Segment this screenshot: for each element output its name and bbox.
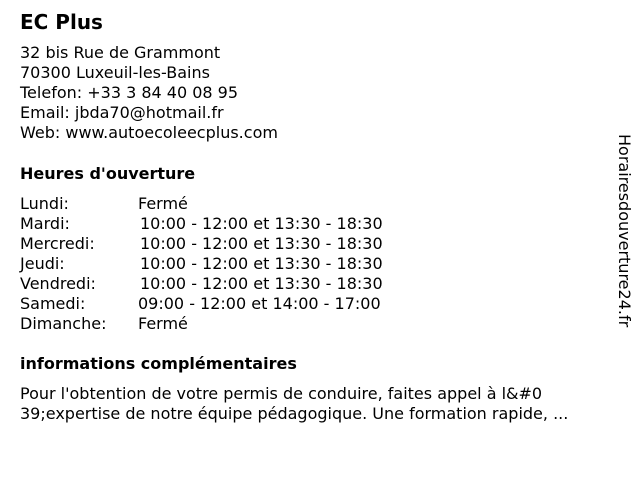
street-address: 32 bis Rue de Grammont: [20, 43, 221, 62]
contact-details: [20, 43, 278, 143]
business-name: EC Plus: [20, 10, 103, 34]
hours-time: Fermé: [138, 314, 188, 333]
additional-info-line-2: 39;expertise de notre équipe pédagogique. Une formation rapide, ...: [20, 404, 569, 423]
hours-day: Lundi:: [20, 194, 69, 213]
hours-time: 10:00 - 12:00 et 13:30 - 18:30: [140, 254, 383, 273]
website-address: Web: www.autoecoleecplus.com: [20, 123, 278, 142]
additional-info-line-1: Pour l'obtention de votre permis de conduire, faites appel à l&#0: [20, 384, 543, 403]
site-watermark: Horairesdouverture24.fr: [615, 134, 634, 328]
email-address: Email: jbda70@hotmail.fr: [20, 103, 224, 122]
additional-info-heading: informations complémentaires: [20, 354, 297, 373]
hours-day: Mercredi:: [20, 234, 95, 253]
hours-time: Fermé: [138, 194, 188, 213]
opening-hours-heading: Heures d'ouverture: [20, 164, 196, 183]
city-address: 70300 Luxeuil-les-Bains: [20, 63, 210, 82]
hours-time: 10:00 - 12:00 et 13:30 - 18:30: [140, 214, 383, 233]
hours-day: Dimanche:: [20, 314, 107, 333]
hours-day: Vendredi:: [20, 274, 96, 293]
hours-day: Mardi:: [20, 214, 70, 233]
phone-number: Telefon: +33 3 84 40 08 95: [20, 83, 239, 102]
hours-time: 10:00 - 12:00 et 13:30 - 18:30: [140, 234, 383, 253]
additional-info-text: [20, 384, 568, 424]
hours-day: Samedi:: [20, 294, 86, 313]
hours-time: 09:00 - 12:00 et 14:00 - 17:00: [138, 294, 381, 313]
hours-day: Jeudi:: [20, 254, 65, 273]
hours-time: 10:00 - 12:00 et 13:30 - 18:30: [140, 274, 383, 293]
